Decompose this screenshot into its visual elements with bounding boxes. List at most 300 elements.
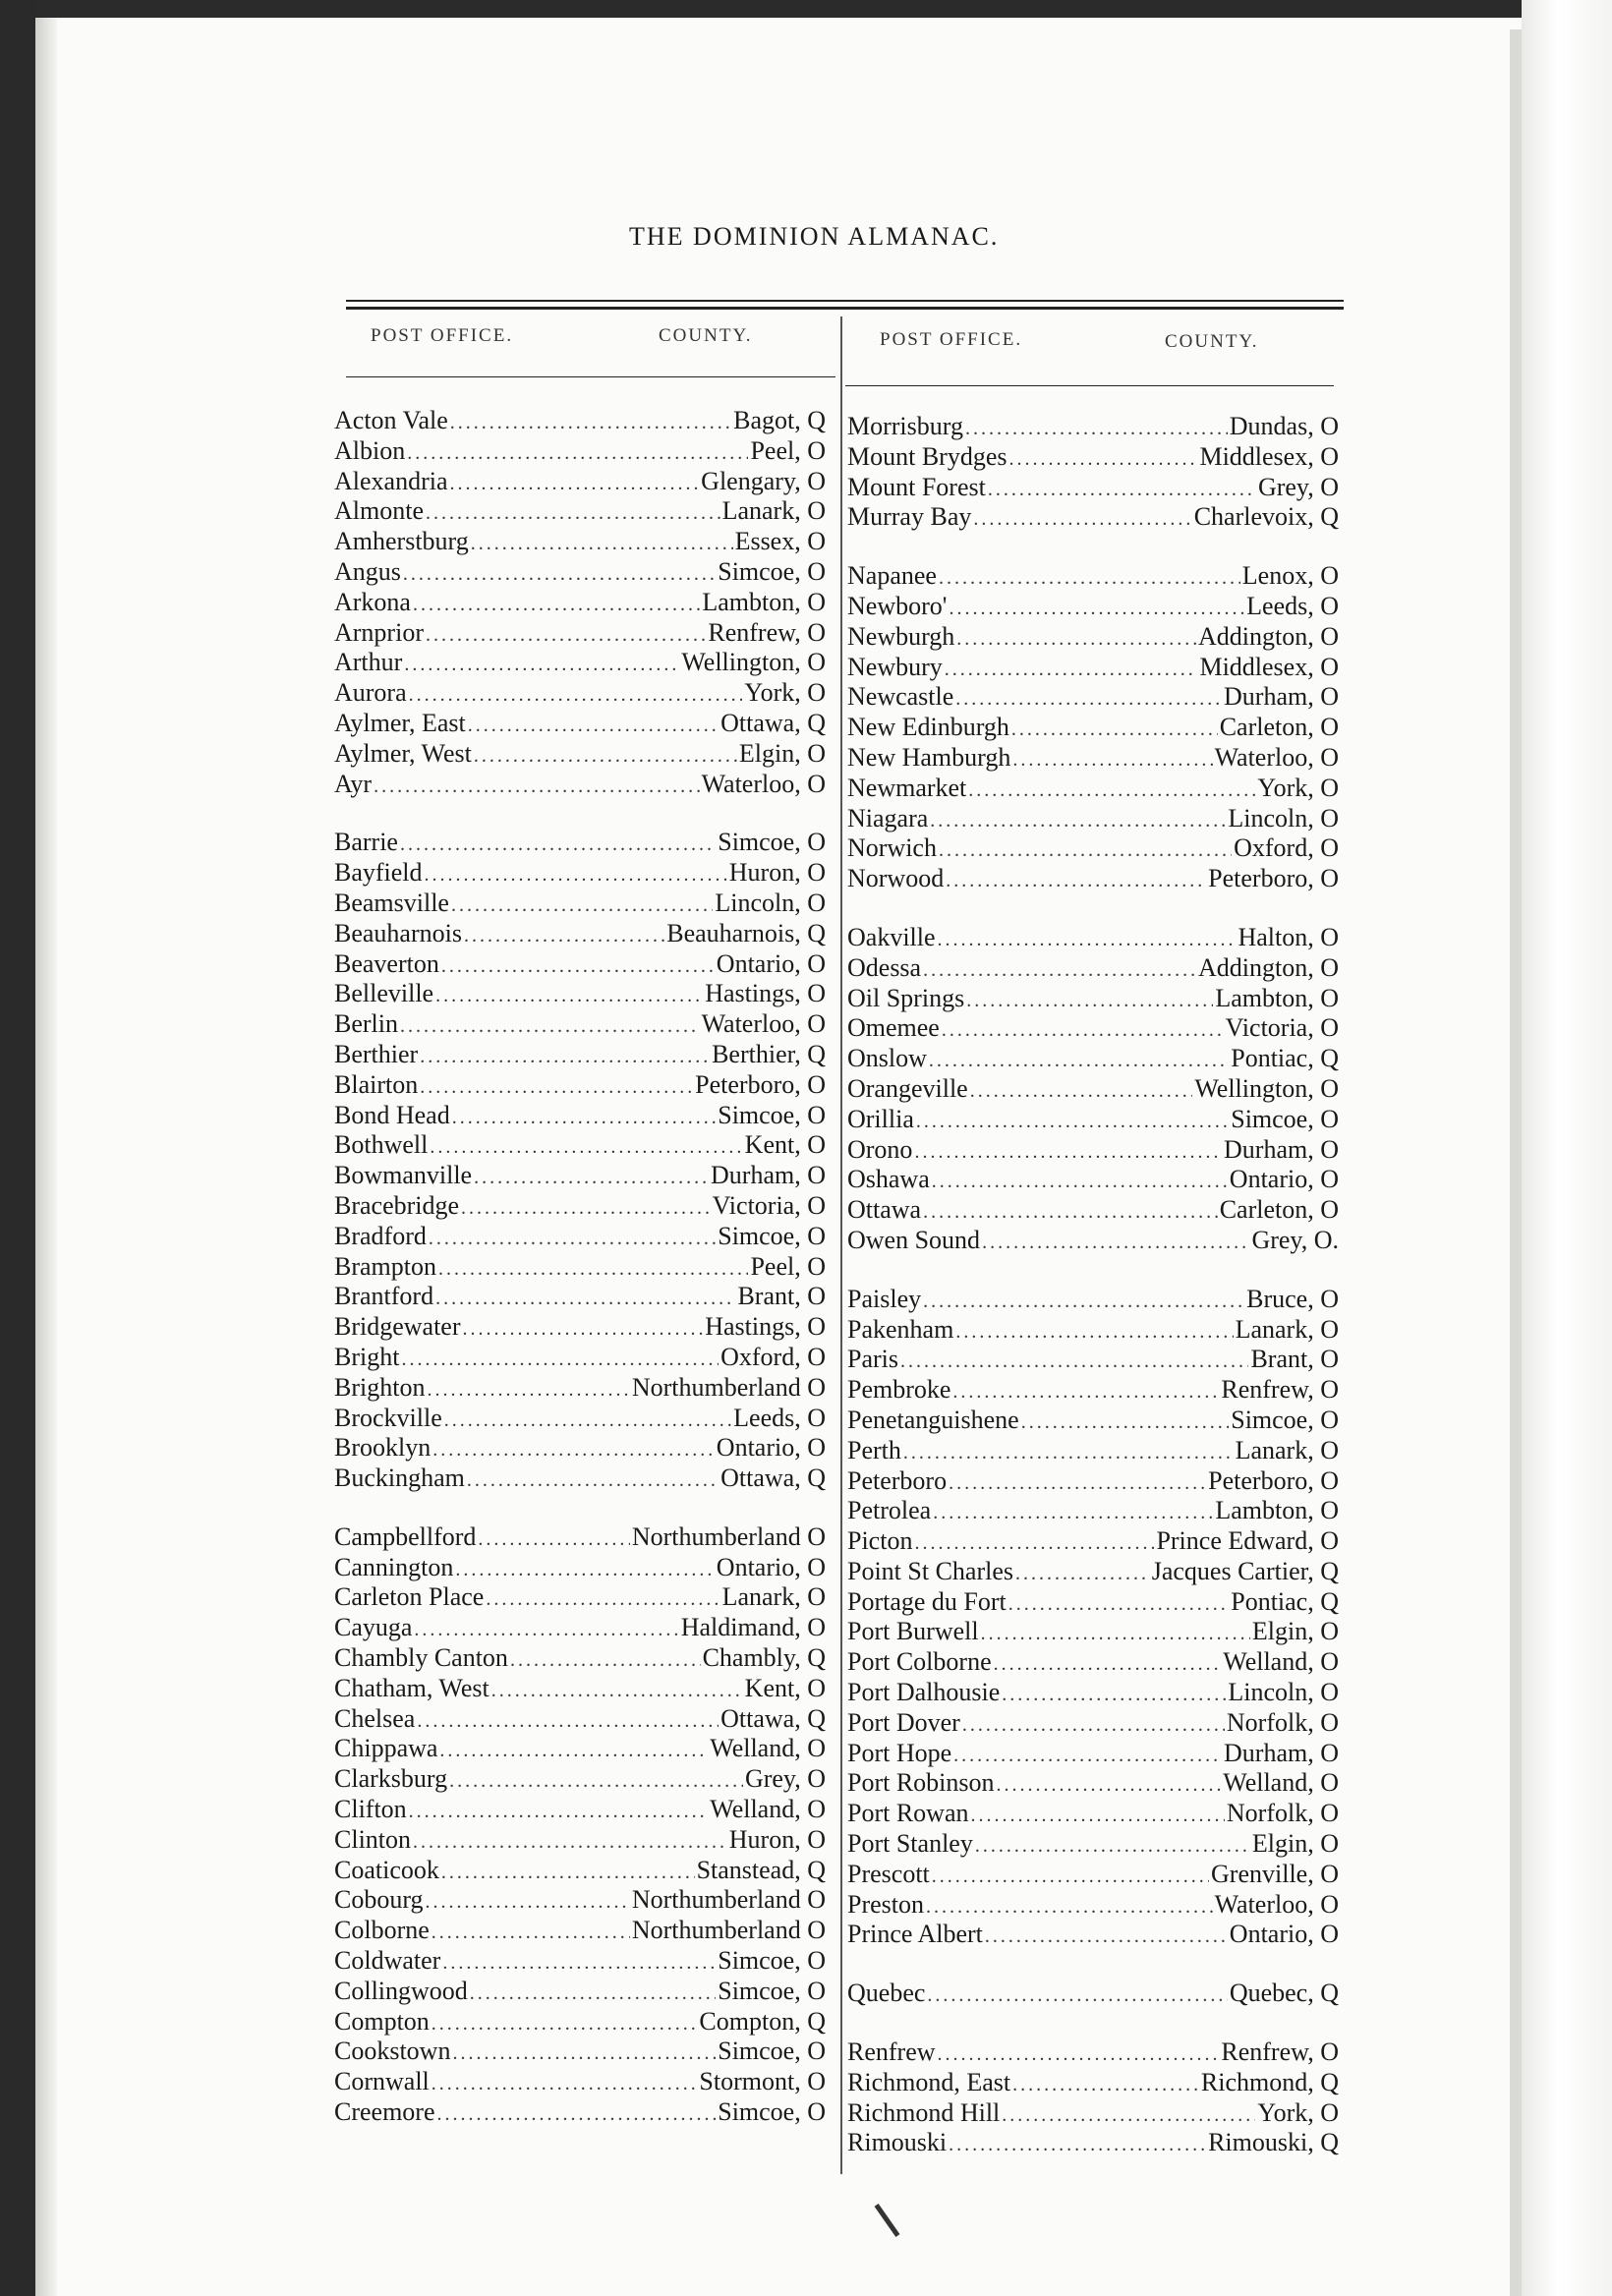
post-office-name: Brighton (334, 1372, 426, 1402)
list-item (847, 1587, 1339, 1618)
post-office-name: Picton (847, 1526, 913, 1556)
list-item (847, 592, 1339, 622)
list-item (334, 1312, 826, 1343)
county-name: York, O (1257, 2097, 1339, 2127)
post-office-name: Oakville (847, 922, 936, 951)
dot-leader (930, 806, 1226, 834)
dot-leader (420, 1042, 710, 1070)
post-office-name: Orangeville (847, 1073, 968, 1103)
county-name: Pontiac, Q (1231, 1586, 1339, 1616)
list-item (847, 622, 1339, 653)
county-name: Huron, O (728, 1824, 826, 1854)
county-name: Bagot, Q (733, 406, 826, 434)
list-item (847, 2038, 1339, 2068)
post-office-name: Norwich (847, 833, 937, 863)
dot-leader (413, 590, 700, 618)
county-name: Simcoe, O (718, 1100, 826, 1129)
list-item (847, 1165, 1339, 1195)
list-item (334, 557, 826, 588)
county-name: Norfolk, O (1226, 1799, 1339, 1828)
county-name: Ottawa, Q (720, 1703, 826, 1733)
list-item (847, 1526, 1339, 1557)
county-name: Carleton, O (1219, 713, 1339, 742)
list-item (847, 1860, 1339, 1890)
county-name: Grey, O. (1251, 1225, 1339, 1254)
list-item (847, 2098, 1339, 2129)
dot-leader (426, 498, 720, 527)
post-office-name: Penetanguishene (847, 1405, 1019, 1434)
list-item (334, 858, 826, 889)
list-item (334, 2037, 826, 2067)
list-item (847, 502, 1339, 533)
post-office-name: Mount Brydges (847, 441, 1008, 471)
list-item (334, 1764, 826, 1795)
post-office-name: Ayr (334, 769, 373, 798)
dot-leader (981, 1619, 1250, 1647)
dot-leader (927, 1980, 1227, 2009)
post-office-name: Morrisburg (847, 412, 963, 440)
list-item (334, 527, 826, 557)
column-divider (840, 316, 842, 2174)
left-post-office-header: POST OFFICE. (371, 325, 514, 346)
list-item (847, 1708, 1339, 1739)
dot-leader (510, 1645, 701, 1674)
dot-leader (1002, 2100, 1255, 2129)
list-item (847, 561, 1339, 592)
post-office-name: Belleville (334, 979, 434, 1008)
dot-leader (953, 1741, 1222, 1769)
dot-leader (926, 1892, 1213, 1921)
post-office-name: Acton Vale (334, 406, 448, 434)
list-item (847, 1436, 1339, 1466)
list-item (334, 1856, 826, 1886)
list-item (847, 1013, 1339, 1044)
post-office-name: Ottawa (847, 1195, 922, 1225)
list-item (847, 1195, 1339, 1226)
list-item (334, 1252, 826, 1283)
post-office-name: Richmond Hill (847, 2097, 1001, 2127)
post-office-name: Orillia (847, 1104, 914, 1133)
list-item (847, 1920, 1339, 1950)
dot-leader (432, 2009, 698, 2038)
dot-leader (426, 620, 706, 649)
post-office-name: Cornwall (334, 2067, 430, 2096)
list-item (847, 1799, 1339, 1829)
post-office-name: Prescott (847, 1859, 930, 1888)
dot-leader (1008, 1589, 1229, 1618)
post-office-name: Murray Bay (847, 502, 972, 532)
post-office-name: Port Hope (847, 1738, 952, 1767)
dot-leader (374, 772, 700, 800)
right-header-underline (845, 385, 1334, 386)
list-item (334, 1009, 826, 1040)
list-item (847, 1105, 1339, 1135)
post-office-name: Collingwood (334, 1976, 468, 2005)
post-office-name: Odessa (847, 952, 922, 982)
dot-leader (942, 1015, 1224, 1044)
dot-leader (429, 1224, 716, 1252)
dot-leader (939, 563, 1240, 592)
county-name: Durham, O (711, 1161, 826, 1190)
dot-leader (452, 2038, 716, 2067)
list-item (847, 833, 1339, 864)
dot-leader (430, 1132, 742, 1161)
county-name: Waterloo, O (1214, 742, 1339, 772)
dot-leader (952, 1377, 1219, 1406)
dot-leader (432, 2069, 698, 2097)
post-office-name: Port Burwell (847, 1617, 979, 1646)
county-name: Hastings, O (705, 979, 826, 1008)
list-item (334, 739, 826, 770)
list-item (334, 2067, 826, 2097)
post-office-name: Mount Forest (847, 472, 986, 501)
dot-leader (450, 469, 700, 497)
list-item (847, 1496, 1339, 1526)
dot-leader (404, 650, 679, 678)
list-item (847, 774, 1339, 804)
dot-leader (432, 1918, 630, 1946)
left-post-office-list (334, 406, 826, 2128)
dot-leader (438, 1254, 748, 1283)
post-office-name: Colborne (334, 1916, 430, 1945)
county-name: Halton, O (1238, 922, 1339, 951)
page-title: THE DOMINION ALMANAC. (629, 222, 1000, 251)
dot-leader (401, 1345, 719, 1373)
post-office-name: Creemore (334, 2097, 435, 2127)
post-office-name: Clarksburg (334, 1764, 448, 1794)
county-name: Kent, O (744, 1673, 826, 1702)
post-office-name: Port Dalhousie (847, 1678, 1001, 1707)
list-item (334, 648, 826, 678)
list-item (334, 770, 826, 800)
dot-leader (474, 741, 737, 770)
post-office-name: Paris (847, 1345, 898, 1374)
county-name: Simcoe, O (718, 828, 826, 857)
dot-leader (437, 2099, 717, 2128)
dot-leader (451, 890, 713, 919)
dot-leader (491, 1676, 743, 1704)
county-name: Haldimand, O (680, 1613, 826, 1642)
post-office-name: Pakenham (847, 1314, 954, 1344)
post-office-name: Chippawa (334, 1734, 438, 1763)
list-item (847, 1890, 1339, 1921)
list-item (334, 979, 826, 1009)
post-office-name: Port Colborne (847, 1647, 992, 1677)
county-name: Ontario, O (716, 948, 826, 978)
list-item (847, 1979, 1339, 2009)
post-office-name: Chambly Canton (334, 1643, 508, 1673)
right-county-header: COUNTY. (1165, 331, 1259, 352)
dot-leader (414, 1615, 678, 1643)
county-name: Beauharnois, Q (666, 918, 826, 947)
post-office-name: Point St Charles (847, 1556, 1014, 1585)
dot-leader (439, 1736, 708, 1764)
post-office-name: Oil Springs (847, 983, 965, 1012)
scan-right-margin (1522, 0, 1612, 2296)
post-office-name: Napanee (847, 561, 937, 591)
right-post-office-header: POST OFFICE. (880, 329, 1023, 350)
county-name: Pontiac, Q (1231, 1044, 1339, 1073)
list-item (334, 1404, 826, 1434)
post-office-name: Aurora (334, 678, 407, 708)
county-name: Northumberland O (631, 1916, 826, 1945)
county-name: Lanark, O (721, 1582, 826, 1612)
list-item (334, 889, 826, 919)
post-office-name: Cannington (334, 1552, 454, 1581)
list-item (334, 709, 826, 739)
county-name: Simcoe, O (1231, 1405, 1339, 1434)
post-office-name: Newbury (847, 652, 943, 681)
dot-leader (409, 680, 743, 709)
dot-leader (486, 1584, 720, 1613)
dot-leader (449, 1766, 743, 1795)
post-office-name: Newmarket (847, 773, 967, 802)
dot-leader (1015, 1559, 1150, 1587)
list-item (847, 1829, 1339, 1860)
list-item (334, 1130, 826, 1161)
list-item (847, 713, 1339, 743)
county-name: Ottawa, Q (720, 1464, 826, 1493)
list-item (334, 1734, 826, 1764)
post-office-name: Carleton Place (334, 1582, 485, 1612)
list-item (334, 1553, 826, 1583)
list-item (847, 1406, 1339, 1436)
county-name: Lanark, O (1235, 1435, 1339, 1464)
county-name: Prince Edward, O (1156, 1526, 1339, 1556)
post-office-name: Aylmer, East (334, 708, 466, 737)
county-name: Victoria, O (1225, 1013, 1339, 1043)
dot-leader (973, 504, 1191, 533)
list-item (334, 1101, 826, 1131)
post-office-name: Aylmer, West (334, 738, 472, 768)
dot-leader (968, 775, 1255, 804)
list-item (334, 1613, 826, 1643)
county-name: Simcoe, O (718, 556, 826, 586)
dot-leader (1011, 715, 1218, 743)
post-office-name: Bond Head (334, 1100, 450, 1129)
post-office-name: Alexandria (334, 466, 448, 495)
post-office-name: Pembroke (847, 1375, 951, 1405)
county-name: Elgin, O (738, 738, 826, 768)
list-item (847, 1768, 1339, 1799)
county-name: Kent, O (744, 1130, 826, 1160)
county-name: Simcoe, O (718, 1946, 826, 1976)
post-office-name: Bridgewater (334, 1312, 461, 1342)
county-name: Brant, O (1250, 1345, 1339, 1374)
county-name: Lambton, O (1215, 1496, 1339, 1525)
dot-leader (949, 594, 1244, 622)
post-office-name: Clifton (334, 1795, 407, 1824)
post-office-name: Niagara (847, 803, 929, 832)
list-item (334, 2007, 826, 2038)
post-office-name: Arkona (334, 587, 411, 616)
dot-leader (923, 1287, 1244, 1315)
post-office-name: Brockville (334, 1403, 442, 1432)
list-item (847, 473, 1339, 503)
dot-leader (427, 1375, 629, 1404)
dot-leader (403, 559, 716, 588)
list-item (847, 1739, 1339, 1769)
county-name: Simcoe, O (718, 2037, 826, 2066)
post-office-name: Berlin (334, 1009, 398, 1039)
list-item (334, 1795, 826, 1825)
list-item (334, 1946, 826, 1977)
post-office-name: Berthier (334, 1039, 419, 1068)
county-name: Peterboro, O (695, 1069, 826, 1099)
county-name: Durham, O (1224, 682, 1339, 712)
post-office-name: Preston (847, 1889, 924, 1919)
post-office-name: Bowmanville (334, 1161, 473, 1190)
post-office-name: Newburgh (847, 621, 955, 651)
post-office-name: Bradford (334, 1221, 427, 1250)
post-office-name: Rimouski (847, 2128, 948, 2157)
dot-leader (450, 408, 731, 436)
county-name: Stormont, O (699, 2067, 826, 2096)
county-name: Northumberland O (631, 1885, 826, 1915)
dot-leader (409, 1797, 709, 1825)
dot-leader (1021, 1407, 1230, 1436)
list-item (847, 412, 1339, 442)
list-item (847, 1647, 1339, 1678)
county-name: Ottawa, Q (720, 708, 826, 737)
county-name: Brant, O (737, 1282, 826, 1311)
county-name: Welland, O (1223, 1768, 1339, 1798)
post-office-name: Prince Albert (847, 1920, 983, 1949)
post-office-name: Orono (847, 1134, 913, 1164)
list-item (334, 919, 826, 949)
post-office-name: Owen Sound (847, 1225, 981, 1254)
dot-leader (900, 1347, 1248, 1375)
dot-leader (975, 1831, 1250, 1860)
dot-leader (914, 1528, 1154, 1557)
post-office-name: Paisley (847, 1284, 922, 1313)
county-name: Charlevoix, Q (1193, 502, 1339, 532)
post-office-name: Bracebridge (334, 1190, 460, 1220)
dot-leader (435, 981, 703, 1009)
dot-leader (467, 1465, 719, 1494)
list-item (334, 406, 826, 436)
post-office-name: Quebec (847, 1979, 926, 2008)
county-name: Elgin, O (1251, 1829, 1339, 1859)
county-name: Peterboro, O (1208, 1465, 1339, 1495)
dot-leader (903, 1438, 1234, 1466)
county-name: Lanark, O (721, 496, 826, 526)
post-office-name: Petrolea (847, 1496, 932, 1525)
county-name: Richmond, Q (1200, 2067, 1339, 2096)
dot-leader (463, 1314, 704, 1343)
post-office-name: Angus (334, 556, 401, 586)
county-name: York, O (744, 678, 826, 708)
post-office-name: Coaticook (334, 1855, 439, 1884)
dot-leader (962, 1710, 1225, 1739)
dot-leader (956, 624, 1196, 653)
post-office-name: Newboro' (847, 591, 948, 620)
dot-leader (442, 1948, 716, 1977)
dot-leader (468, 711, 719, 739)
county-name: Ontario, O (716, 1552, 826, 1581)
list-item (334, 1885, 826, 1916)
list-item (847, 1135, 1339, 1166)
list-item (334, 1825, 826, 1856)
dot-leader (461, 1193, 711, 1222)
list-item (847, 1226, 1339, 1256)
county-name: Middlesex, O (1199, 652, 1339, 681)
dot-leader (970, 1076, 1193, 1105)
county-name: Welland, O (1223, 1647, 1339, 1677)
dot-leader (1012, 745, 1212, 774)
post-office-name: Perth (847, 1435, 901, 1464)
list-item (334, 1704, 826, 1735)
post-office-name: Brantford (334, 1282, 434, 1311)
county-name: Ontario, O (716, 1433, 826, 1463)
county-name: Hastings, O (705, 1312, 826, 1342)
post-office-name: Norwood (847, 864, 945, 893)
county-name: Lanark, O (1235, 1314, 1339, 1344)
list-item (334, 1070, 826, 1101)
list-item (334, 467, 826, 497)
dot-leader (949, 1468, 1206, 1497)
list-item (334, 1643, 826, 1674)
list-item (847, 442, 1339, 473)
county-name: Jacques Cartier, Q (1151, 1556, 1339, 1585)
dot-leader (464, 921, 664, 949)
county-name: Simcoe, O (1231, 1104, 1339, 1133)
county-name: Berthier, Q (712, 1039, 826, 1068)
dot-leader (988, 475, 1256, 503)
post-office-name: Coldwater (334, 1946, 441, 1976)
county-name: Leeds, O (733, 1403, 826, 1432)
post-office-name: New Hamburgh (847, 742, 1011, 772)
county-name: Waterloo, O (1214, 1889, 1339, 1919)
county-name: Addington, O (1198, 952, 1339, 982)
county-name: Addington, O (1198, 621, 1339, 651)
county-name: Wellington, O (1194, 1073, 1339, 1103)
county-name: Renfrew, O (708, 617, 826, 647)
list-item (847, 1345, 1339, 1375)
dot-leader (452, 1103, 717, 1131)
dot-leader (939, 835, 1232, 864)
dot-leader (471, 529, 733, 557)
county-name: Welland, O (710, 1795, 826, 1824)
dot-leader (441, 951, 715, 980)
list-item (334, 2097, 826, 2128)
county-name: Elgin, O (1251, 1617, 1339, 1646)
post-office-name: Port Robinson (847, 1768, 995, 1798)
dot-leader (945, 655, 1198, 683)
county-name: Grey, O (744, 1764, 826, 1794)
post-office-name: Richmond, East (847, 2067, 1011, 2096)
dot-leader (400, 1011, 700, 1040)
post-office-name: Bright (334, 1342, 400, 1371)
post-office-name: Almonte (334, 496, 424, 526)
county-name: Oxford, O (1234, 833, 1339, 863)
county-name: Glengary, O (701, 466, 826, 495)
list-item (847, 864, 1339, 894)
dot-leader (949, 2130, 1206, 2158)
county-name: Lincoln, O (715, 888, 826, 917)
dot-leader (932, 1862, 1209, 1890)
right-post-office-list (847, 412, 1339, 2158)
list-item (334, 828, 826, 858)
county-name: Ontario, O (1229, 1920, 1339, 1949)
dot-leader (470, 1979, 716, 2007)
dot-leader (916, 1107, 1229, 1135)
dot-leader (938, 2039, 1220, 2068)
post-office-name: Blairton (334, 1069, 419, 1099)
dot-leader (425, 860, 727, 889)
post-office-name: Clinton (334, 1824, 412, 1854)
county-name: Lincoln, O (1228, 1678, 1339, 1707)
